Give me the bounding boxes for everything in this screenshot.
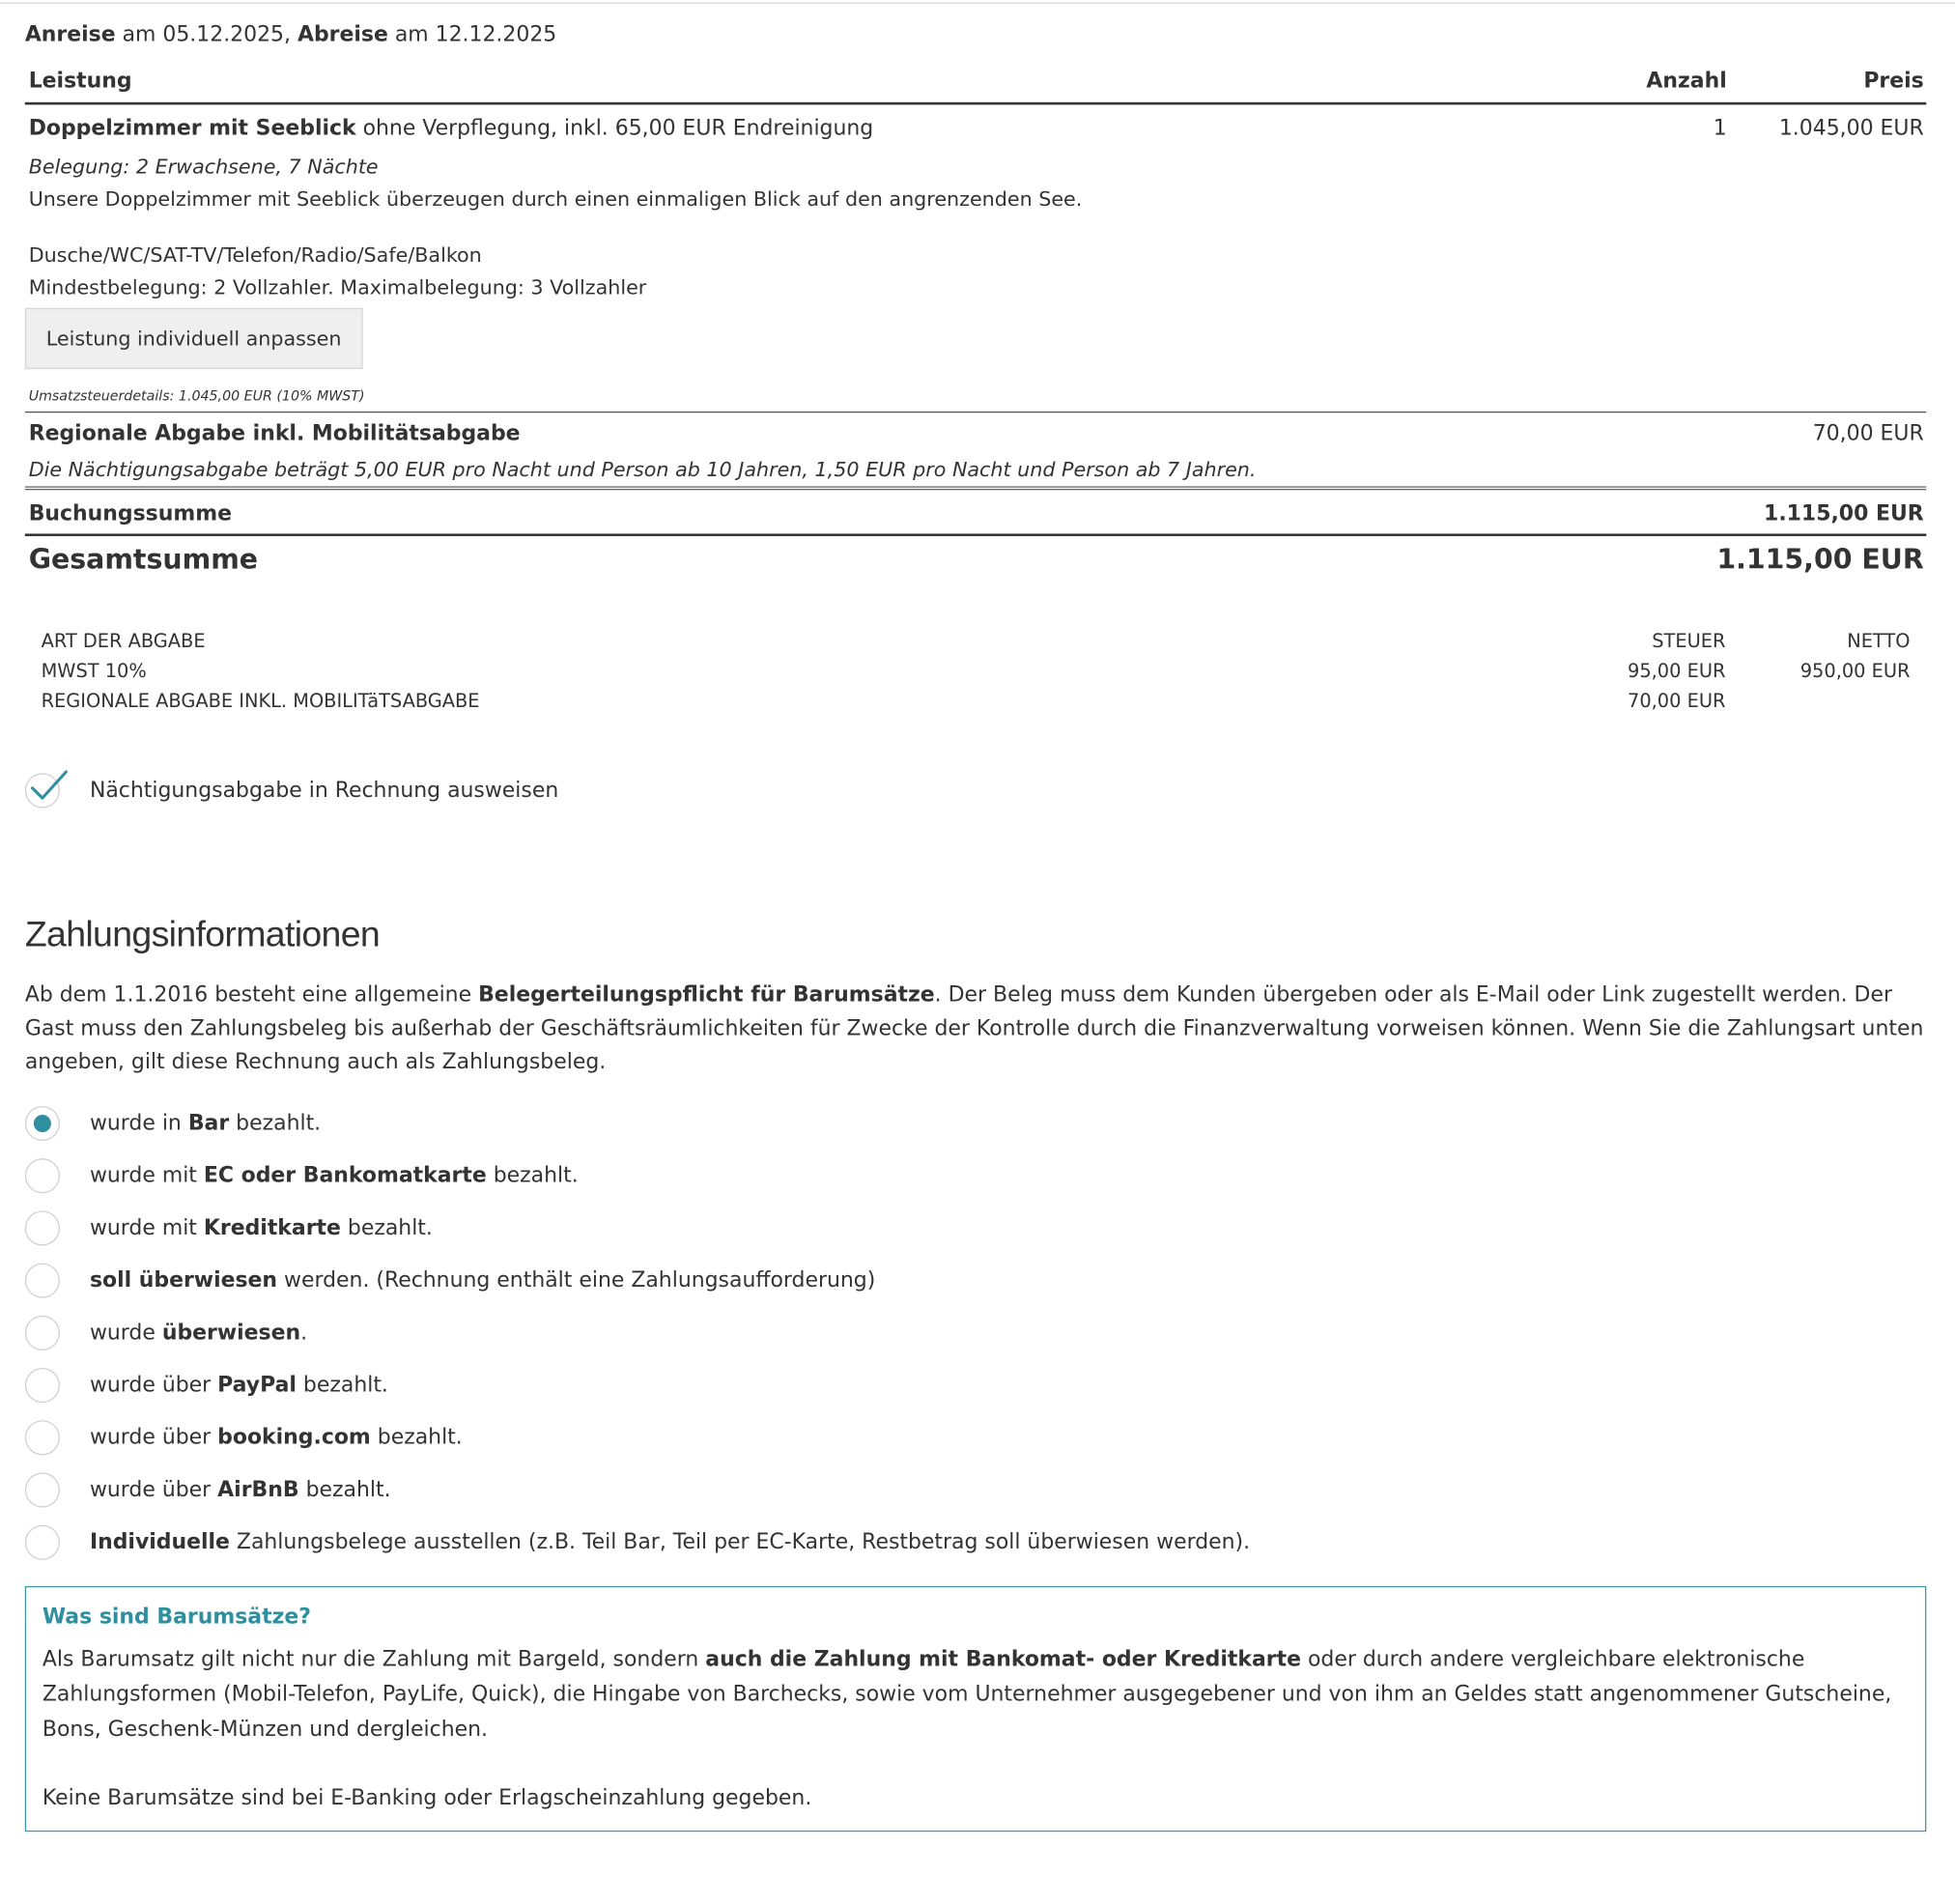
tax-header-type: ART DER ABGABE <box>41 629 206 653</box>
payment-option-credit-card[interactable]: wurde mit Kreditkarte bezahlt. <box>25 1202 1926 1254</box>
header-service: Leistung <box>28 68 132 94</box>
payment-option-airbnb[interactable]: wurde über AirBnB bezahlt. <box>25 1464 1926 1516</box>
header-price: Preis <box>1863 68 1924 94</box>
room-price: 1.045,00 EUR <box>1778 116 1924 141</box>
top-divider <box>0 3 1955 4</box>
room-occupancy: Belegung: 2 Erwachsene, 7 Nächte <box>28 155 379 179</box>
tax-row-tax: 95,00 EUR <box>1628 659 1726 683</box>
grand-total-value: 1.115,00 EUR <box>1716 545 1924 577</box>
payment-option-individual[interactable]: Individuelle Zahlungsbelege ausstellen (z.B. Teil Bar, Teil per EC-Karte, Restbetrag soll überwiesen werden). <box>25 1517 1926 1569</box>
booking-sum-label: Buchungssumme <box>28 500 232 526</box>
radio-button[interactable] <box>25 1106 60 1141</box>
room-tax-details: Umsatzsteuerdetails: 1.045,00 EUR (10% MWST) <box>25 387 1926 412</box>
grand-total-row <box>25 536 1926 576</box>
show-tax-checkbox-label[interactable]: Nächtigungsabgabe in Rechnung ausweisen <box>89 778 559 804</box>
arrival-date: am 05.12.2025, <box>115 22 298 48</box>
room-amenities: Dusche/WC/SAT-TV/Telefon/Radio/Safe/Balkon <box>28 242 482 268</box>
tax-row-net: 950,00 EUR <box>1799 659 1911 683</box>
tax-header-net: NETTO <box>1847 629 1911 653</box>
regional-tax-note: Die Nächtigungsabgabe beträgt 5,00 EUR pro Nacht und Person ab 10 Jahren, 1,50 EUR pro Nacht und Person ab 7 Jahren. <box>28 457 1257 482</box>
show-tax-checkbox-row[interactable] <box>25 773 1926 808</box>
tax-summary-header <box>42 626 1911 656</box>
payment-option-transfer-pending[interactable]: soll überwiesen werden. (Rechnung enthält eine Zahlungsaufforderung) <box>25 1255 1926 1307</box>
tax-header-tax: STEUER <box>1652 629 1726 653</box>
show-tax-checkbox[interactable] <box>25 773 60 808</box>
tax-row-type: REGIONALE ABGABE INKL. MOBILITäTSABGABE <box>41 689 480 713</box>
radio-button[interactable] <box>25 1316 60 1350</box>
tax-summary-row <box>42 686 1911 716</box>
radio-button[interactable] <box>25 1210 60 1245</box>
grand-total-label: Gesamtsumme <box>28 545 259 577</box>
room-service-title <box>25 115 1577 142</box>
checkmark-icon <box>29 767 71 805</box>
room-name: Doppelzimmer mit Seeblick <box>28 116 356 141</box>
payment-method-group <box>25 1097 1926 1569</box>
regional-tax-row <box>25 412 1926 490</box>
arrival-label: Anreise <box>24 22 116 48</box>
radio-button[interactable] <box>25 1525 60 1560</box>
info-box-paragraph: Als Barumsatz gilt nicht nur die Zahlung mit Bargeld, sondern auch die Zahlung mit Bankomat- oder Kreditkarte oder durch andere vergleichbare elektronische Zahlungsformen (Mobil-Telefon, PayLife, Quick), die Hingabe von Barchecks, sowie vom Unternehmer ausgegebener und von ihm an Geldes statt angenommener Gutscheine, Bons, Geschenk-Münzen und dergleichen. <box>42 1647 1892 1743</box>
regional-tax-price: 70,00 EUR <box>1812 421 1924 447</box>
booking-sum-value: 1.115,00 EUR <box>1764 500 1924 526</box>
tax-row-type: MWST 10% <box>41 659 147 683</box>
payment-section-title: Zahlungsinformationen <box>24 915 381 955</box>
radio-button[interactable] <box>25 1158 60 1193</box>
services-table-header <box>25 60 1926 104</box>
payment-option-booking[interactable]: wurde über booking.com bezahlt. <box>25 1411 1926 1464</box>
header-quantity: Anzahl <box>1646 68 1727 94</box>
room-quantity: 1 <box>1713 116 1727 141</box>
payment-option-cash[interactable]: wurde in Bar bezahlt. <box>25 1097 1926 1150</box>
radio-button[interactable] <box>25 1264 60 1298</box>
radio-button[interactable] <box>25 1420 60 1455</box>
regional-tax-name: Regionale Abgabe inkl. Mobilitätsabgabe <box>28 421 521 447</box>
cash-sales-info-box <box>25 1586 1926 1832</box>
room-service-row <box>25 104 1926 412</box>
tax-row-tax: 70,00 EUR <box>1628 689 1726 713</box>
radio-button[interactable] <box>25 1472 60 1507</box>
tax-summary-row <box>42 656 1911 686</box>
radio-button[interactable] <box>25 1368 60 1403</box>
booking-sum-row <box>25 490 1926 536</box>
adjust-service-button[interactable]: Leistung individuell anpassen <box>25 308 363 369</box>
room-occupancy-rules: Mindestbelegung: 2 Vollzahler. Maximalbelegung: 3 Vollzahler <box>28 275 647 299</box>
payment-option-paypal[interactable]: wurde über PayPal bezahlt. <box>25 1359 1926 1411</box>
invoice-content <box>25 17 1926 1832</box>
info-box-paragraph: Keine Barumsätze sind bei E-Banking oder Erlagscheinzahlung gegeben. <box>42 1785 812 1811</box>
stay-dates <box>25 20 1926 50</box>
room-suffix: ohne Verpflegung, inkl. 65,00 EUR Endreinigung <box>355 116 874 141</box>
payment-option-transferred[interactable]: wurde überwiesen. <box>25 1307 1926 1359</box>
payment-option-ec-card[interactable]: wurde mit EC oder Bankomatkarte bezahlt. <box>25 1150 1926 1202</box>
departure-label: Abreise <box>297 22 388 48</box>
tax-summary-table <box>25 626 1926 716</box>
room-description: Unsere Doppelzimmer mit Seeblick überzeugen durch einen einmaligen Blick auf den angrenzenden See. <box>28 186 1083 212</box>
info-box-title: Was sind Barumsätze? <box>42 1605 311 1631</box>
departure-date: am 12.12.2025 <box>387 22 557 48</box>
payment-intro: Ab dem 1.1.2016 besteht eine allgemeine Belegerteilungspflicht für Barumsätze. Der Beleg muss dem Kunden übergeben oder als E-Mail oder Link zugestellt werden. Der Gast muss den Zahlungsbeleg bis außerhab der Geschäftsräumlichkeiten für Zwecke der Kontrolle durch die Finanzverwaltung vorweisen können. Wenn Sie die Zahlungsart unten angeben, gilt diese Rechnung auch als Zahlungsbeleg. <box>24 982 1924 1075</box>
